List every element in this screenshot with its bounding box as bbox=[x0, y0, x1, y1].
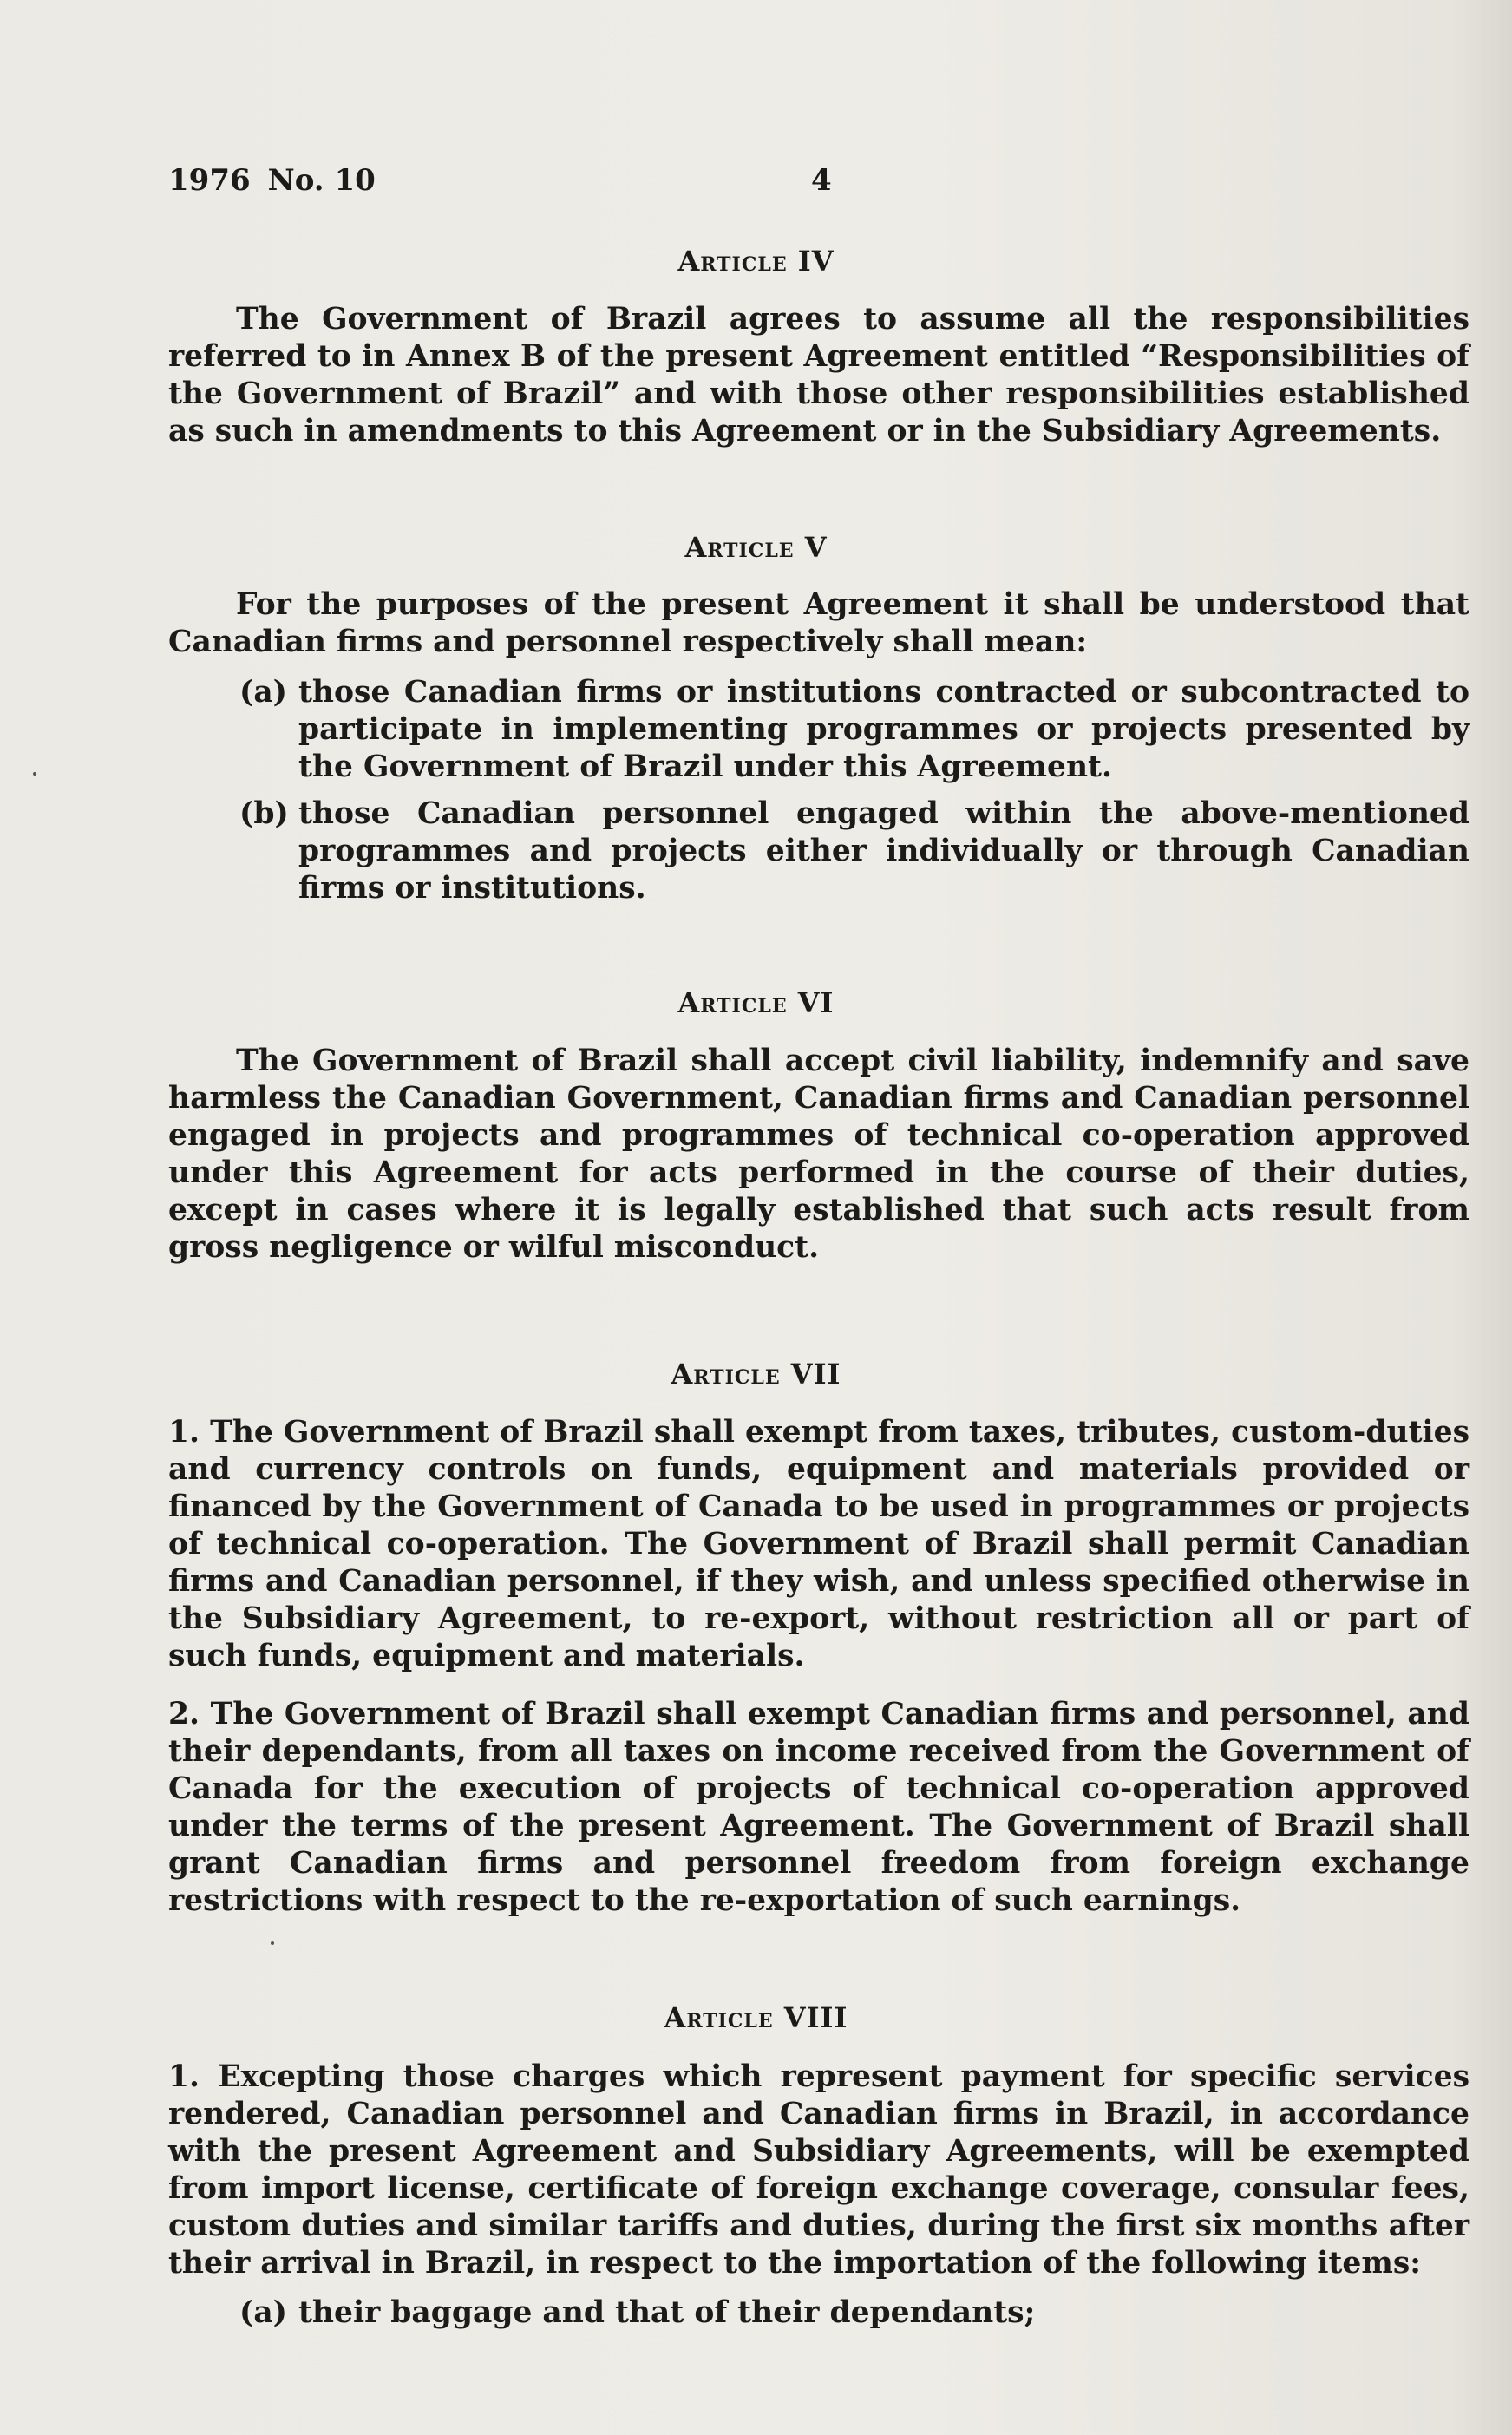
item-label: (a) bbox=[239, 2295, 288, 2330]
article-v-item-a bbox=[239, 674, 1469, 786]
header-year: 1976 bbox=[168, 163, 251, 198]
article-v-heading: Article V bbox=[684, 531, 828, 564]
article-viii-heading: Article VIII bbox=[664, 2001, 848, 2034]
item-text: those Canadian firms or institutions contracted or subcontracted to participate in implementing programmes or projects presented by the Government of Brazil under this Agreement. bbox=[298, 675, 1469, 784]
article-vi-heading: Article VI bbox=[677, 986, 835, 1019]
item-label: (b) bbox=[239, 796, 289, 831]
article-vii-paragraph-1: 1. The Government of Brazil shall exempt from taxes, tributes, custom-duties and currency controls on funds, equipment and materials provided or financed by the Government of Canada to be used in programmes or projects of technical co-operation. The Government of Brazil shall permit Canadian firms and Canadian personnel, if they wish, and unless specified otherwise in the Subsidiary Agreement, to re-export, without restriction all or part of such funds, equipment and materials. bbox=[168, 1415, 1469, 1673]
article-vii-heading: Article VII bbox=[671, 1358, 841, 1391]
margin-speck bbox=[33, 772, 36, 776]
article-viii-paragraph: 1. Excepting those charges which represent payment for specific services rendered, Canadian personnel and Canadian firms in Brazil, in accordance with the present Agreement and Subsidiary Agreements, will be exempted from import license, certificate of foreign exchange coverage, consular fees, custom duties and similar tariffs and duties, during the first six months after their arrival in Brazil, in respect to the importation of the following items: bbox=[168, 2059, 1469, 2281]
article-v-item-b bbox=[239, 795, 1469, 907]
article-iv-paragraph: The Government of Brazil agrees to assume all the responsibilities referred to in Annex B of the present Agreement entitled “Responsibilities of the Government of Brazil” and with those other responsibilities established as such in amendments to this Agreement or in the Subsidiary Agreements. bbox=[168, 302, 1469, 448]
item-text: those Canadian personnel engaged within the above-mentioned programmes and projects either individually or through Canadian firms or institutions. bbox=[298, 796, 1469, 906]
running-header bbox=[168, 163, 393, 198]
article-vi-paragraph: The Government of Brazil shall accept civil liability, indemnify and save harmless the Canadian Government, Canadian firms and Canadian personnel engaged in projects and programmes of technical co-operation approved under this Agreement for acts performed in the course of their duties, except in cases where it is legally established that such acts result from gross negligence or wilful misconduct. bbox=[168, 1044, 1469, 1265]
item-label: (a) bbox=[239, 675, 288, 710]
page-number: 4 bbox=[811, 163, 832, 198]
margin-speck bbox=[271, 1941, 274, 1945]
header-number: No. 10 bbox=[267, 163, 376, 198]
article-v-paragraph: For the purposes of the present Agreement it shall be understood that Canadian firms and personnel respectively shall mean: bbox=[168, 587, 1469, 659]
article-vii-paragraph-2: 2. The Government of Brazil shall exempt Canadian firms and personnel, and their dependants, from all taxes on income received from the Government of Canada for the execution of projects of technical co-operation approved under the terms of the present Agreement. The Government of Brazil shall grant Canadian firms and personnel freedom from foreign exchange restrictions with respect to the re-exportation of such earnings. bbox=[168, 1697, 1469, 1918]
article-iv-heading: Article IV bbox=[677, 245, 835, 278]
item-text: their baggage and that of their dependants; bbox=[298, 2295, 1036, 2330]
article-viii-item-a bbox=[239, 2294, 1469, 2332]
